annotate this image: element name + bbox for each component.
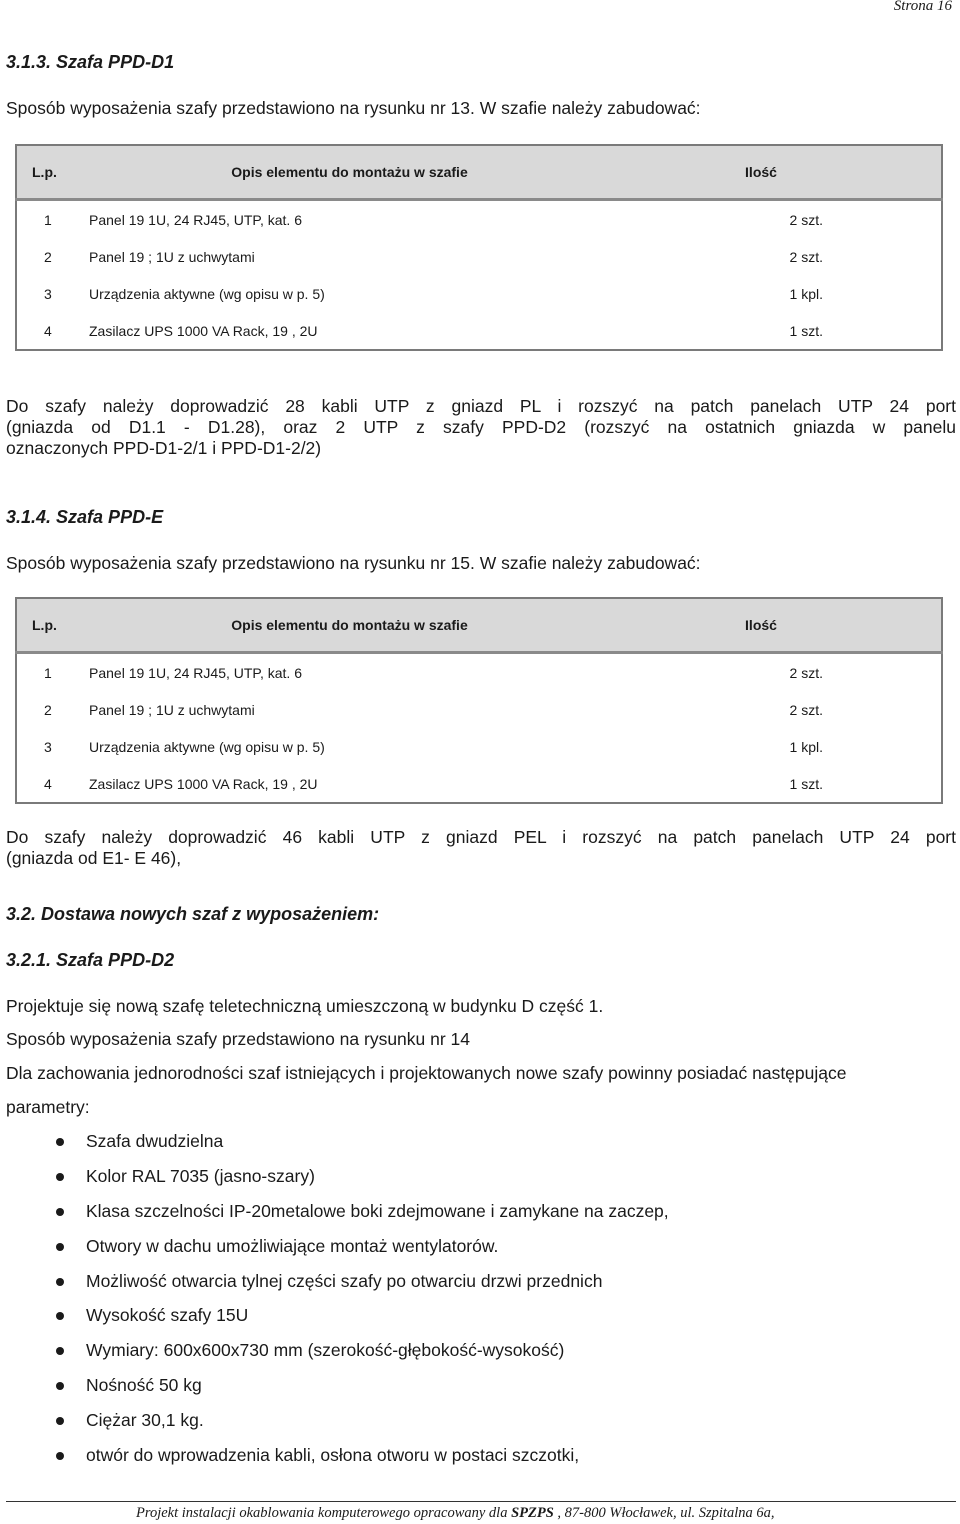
row-description: Urządzenia aktywne (wg opisu w p. 5) <box>89 738 325 755</box>
row-number: 1 <box>44 664 52 681</box>
footer-organization: SPZPS <box>511 1505 554 1521</box>
column-header-description: Opis elementu do montażu w szafie <box>89 145 610 200</box>
list-item-text: Ciężar 30,1 kg. <box>86 1410 204 1431</box>
note-line: Do szafy należy doprowadzić 46 kabli UTP z gniazd PEL i rozszyć na patch panelach UTP 24 port <box>6 827 956 847</box>
parameters-list <box>56 1124 669 1473</box>
equipment-table-ppd-e <box>15 597 943 804</box>
row-quantity: 2 szt. <box>789 664 823 681</box>
column-header-quantity: Ilość <box>610 598 942 653</box>
cabling-note-ppd-e <box>6 827 956 869</box>
list-item-text: Wysokość szafy 15U <box>86 1305 249 1326</box>
list-item <box>56 1403 669 1438</box>
table-header-row <box>16 598 942 653</box>
row-quantity: 1 kpl. <box>789 285 823 302</box>
table-row <box>16 728 942 765</box>
column-header-quantity: Ilość <box>610 145 942 200</box>
bullet-icon <box>56 1138 64 1146</box>
row-description: Urządzenia aktywne (wg opisu w p. 5) <box>89 285 325 302</box>
section-intro-ppd-e: Sposób wyposażenia szafy przedstawiono na rysunku nr 15. W szafie należy zabudować: <box>6 553 701 573</box>
table-row <box>16 238 942 275</box>
section-heading-ppd-e: 3.1.4. Szafa PPD-E <box>6 507 164 527</box>
list-item-text: Otwory w dachu umożliwiające montaż wentylatorów. <box>86 1235 499 1256</box>
column-header-description: Opis elementu do montażu w szafie <box>89 598 610 653</box>
bullet-icon <box>56 1452 64 1460</box>
row-number: 3 <box>44 285 52 302</box>
bullet-icon <box>56 1417 64 1425</box>
list-item-text: Wymiary: 600x600x730 mm (szerokość-głębokość-wysokość) <box>86 1340 565 1361</box>
row-quantity: 2 szt. <box>789 211 823 228</box>
row-description: Panel 19 ; 1U z uchwytami <box>89 701 255 718</box>
list-item <box>56 1229 669 1264</box>
bullet-icon <box>56 1278 64 1286</box>
list-item <box>56 1264 669 1299</box>
note-line: oznaczonych PPD-D1-2/1 i PPD-D1-2/2) <box>6 438 322 458</box>
row-description: Panel 19 1U, 24 RJ45, UTP, kat. 6 <box>89 211 302 228</box>
list-item-text: Nośność 50 kg <box>86 1375 202 1396</box>
row-quantity: 1 szt. <box>789 322 823 339</box>
row-quantity: 1 kpl. <box>789 738 823 755</box>
row-quantity: 2 szt. <box>789 701 823 718</box>
table-header-row <box>16 145 942 200</box>
paragraph-uniformity: Dla zachowania jednorodności szaf istniejących i projektowanych nowe szafy powinny posiadać następujące <box>6 1063 847 1083</box>
list-item <box>56 1333 669 1368</box>
list-item <box>56 1438 669 1473</box>
bullet-icon <box>56 1382 64 1390</box>
table-row <box>16 275 942 312</box>
row-number: 3 <box>44 738 52 755</box>
equipment-table-ppd-d1 <box>15 144 943 351</box>
row-description: Panel 19 ; 1U z uchwytami <box>89 248 255 265</box>
page-footer <box>136 1505 774 1522</box>
bullet-icon <box>56 1347 64 1355</box>
footer-address: , 87-800 Włocławek, ul. Szpitalna 6a, <box>553 1505 775 1521</box>
row-number: 2 <box>44 701 52 718</box>
footer-divider <box>6 1501 956 1502</box>
list-item <box>56 1159 669 1194</box>
list-item <box>56 1124 669 1159</box>
list-item <box>56 1368 669 1403</box>
row-number: 4 <box>44 322 52 339</box>
page-number: Strona 16 <box>893 0 952 14</box>
list-item <box>56 1298 669 1333</box>
table-row <box>16 200 942 239</box>
table-row <box>16 653 942 692</box>
section-heading-delivery: 3.2. Dostawa nowych szaf z wyposażeniem: <box>6 904 380 924</box>
note-line: (gniazda od D1.1 - D1.28), oraz 2 UTP z szafy PPD-D2 (rozszyć na ostatnich gniazda w panelu <box>6 417 956 437</box>
column-header-lp: L.p. <box>16 598 89 653</box>
section-heading-ppd-d2: 3.2.1. Szafa PPD-D2 <box>6 950 175 970</box>
section-intro-ppd-d1: Sposób wyposażenia szafy przedstawiono na rysunku nr 13. W szafie należy zabudować: <box>6 98 701 118</box>
list-item-text: Szafa dwudzielna <box>86 1131 224 1151</box>
table-row <box>16 765 942 803</box>
paragraph-new-cabinet: Projektuje się nową szafę teletechniczną umieszczoną w budynku D część 1. <box>6 996 604 1016</box>
row-description: Panel 19 1U, 24 RJ45, UTP, kat. 6 <box>89 664 302 681</box>
paragraph-parameters-label: parametry: <box>6 1097 90 1117</box>
cabling-note-ppd-d1 <box>6 396 956 459</box>
note-line: (gniazda od E1- E 46), <box>6 848 182 868</box>
row-number: 1 <box>44 211 52 228</box>
column-header-lp: L.p. <box>16 145 89 200</box>
footer-prefix: Projekt instalacji okablowania komputerowego opracowany dla <box>136 1505 512 1521</box>
row-number: 4 <box>44 775 52 792</box>
table-row <box>16 691 942 728</box>
list-item-text: Klasa szczelności IP-20metalowe boki zdejmowane i zamykane na zaczep, <box>86 1200 669 1221</box>
row-description: Zasilacz UPS 1000 VA Rack, 19 , 2U <box>89 322 318 339</box>
row-quantity: 1 szt. <box>789 775 823 792</box>
list-item <box>56 1194 669 1229</box>
list-item-text: Kolor RAL 7035 (jasno-szary) <box>86 1165 315 1186</box>
bullet-icon <box>56 1243 64 1251</box>
bullet-icon <box>56 1173 64 1181</box>
row-number: 2 <box>44 248 52 265</box>
row-description: Zasilacz UPS 1000 VA Rack, 19 , 2U <box>89 775 318 792</box>
row-quantity: 2 szt. <box>789 248 823 265</box>
table-row <box>16 312 942 350</box>
bullet-icon <box>56 1312 64 1320</box>
bullet-icon <box>56 1208 64 1216</box>
list-item-text: Możliwość otwarcia tylnej części szafy po otwarciu drzwi przednich <box>86 1270 603 1291</box>
section-heading-ppd-d1: 3.1.3. Szafa PPD-D1 <box>6 52 175 72</box>
note-line: Do szafy należy doprowadzić 28 kabli UTP z gniazd PL i rozszyć na patch panelach UTP 24 port <box>6 396 956 416</box>
paragraph-figure-reference: Sposób wyposażenia szafy przedstawiono na rysunku nr 14 <box>6 1029 471 1049</box>
list-item-text: otwór do wprowadzenia kabli, osłona otworu w postaci szczotki, <box>86 1445 580 1466</box>
